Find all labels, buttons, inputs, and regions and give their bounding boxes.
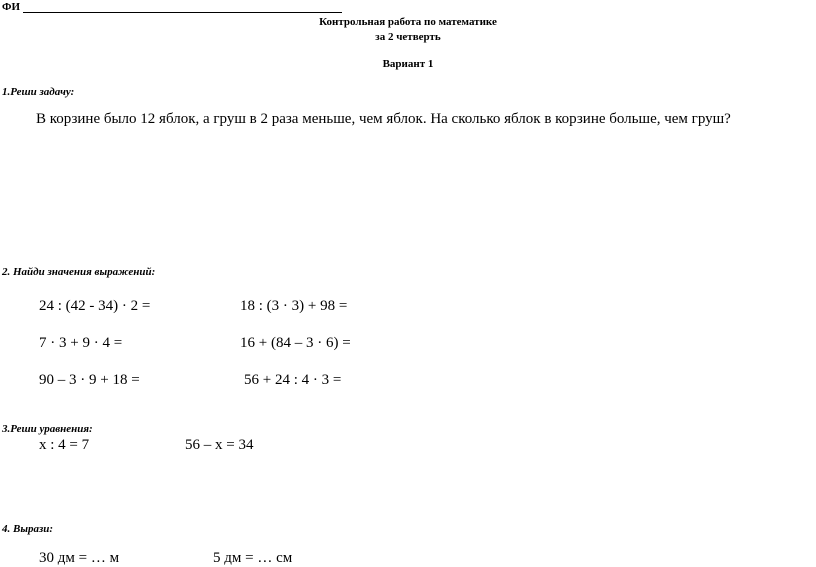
expression-3-left: 90 – 3 · 9 + 18 = [39, 372, 140, 388]
convert-left: 30 дм = … м [39, 550, 120, 566]
expression-1-right: 18 : (3 · 3) + 98 = [240, 298, 348, 314]
task1-problem: В корзине было 12 яблок, а груш в 2 раза меньше, чем яблок. На сколько яблок в корзине больше, чем груш? [36, 111, 731, 127]
variant-label: Вариант 1 [382, 58, 434, 70]
expression-2-left: 7 · 3 + 9 · 4 = [39, 335, 123, 351]
task2-heading: 2. Найди значения выражений: [2, 266, 156, 278]
expression-2-right: 16 + (84 – 3 · 6) = [240, 335, 351, 351]
task1-heading: 1.Реши задачу: [2, 86, 75, 98]
task4-heading: 4. Вырази: [2, 523, 54, 535]
equation-right: 56 – х = 34 [185, 437, 254, 453]
convert-right: 5 дм = … см [213, 550, 293, 566]
expression-3-right: 56 + 24 : 4 · 3 = [244, 372, 342, 388]
page-title: Контрольная работа по математике [319, 16, 497, 28]
expression-1-left: 24 : (42 - 34) · 2 = [39, 298, 151, 314]
task3-heading: 3.Реши уравнения: [2, 423, 93, 435]
page-subtitle: за 2 четверть [375, 31, 441, 43]
fi-underline [23, 12, 342, 13]
fi-label: ФИ [2, 1, 21, 13]
equation-left: х : 4 = 7 [39, 437, 90, 453]
